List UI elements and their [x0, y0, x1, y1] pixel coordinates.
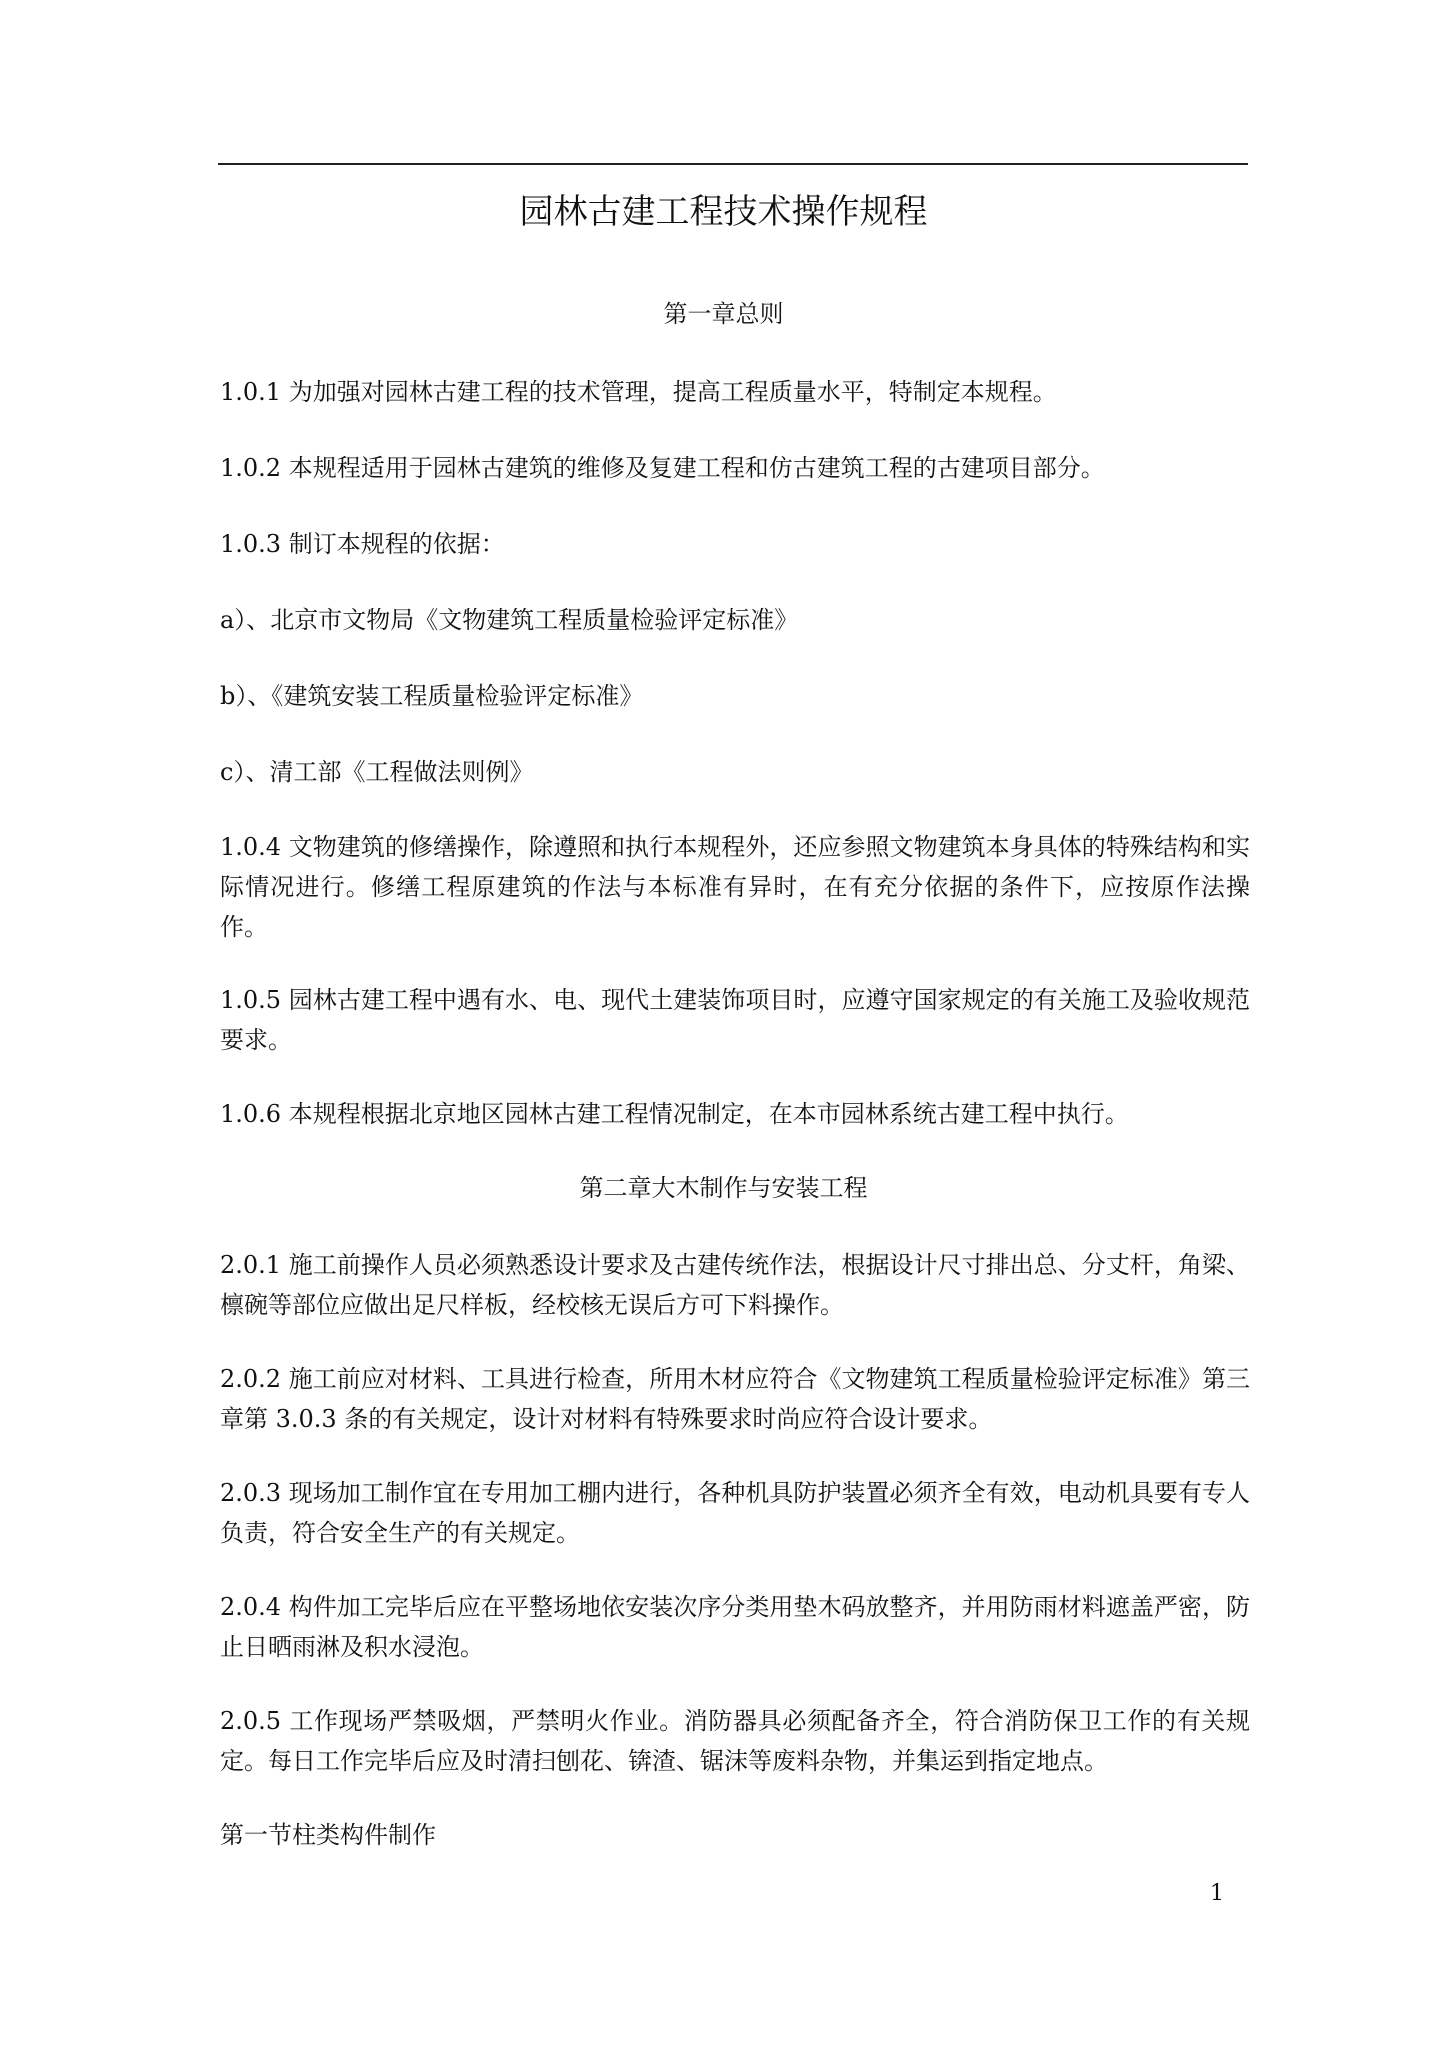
- list-item-b: b）、《建筑安装工程质量检验评定标准》: [220, 682, 644, 710]
- paragraph-1-0-4: 1.0.4 文物建筑的修缮操作，除遵照和执行本规程外，还应参照文物建筑本身具体的特殊结构和实际情况进行。修缮工程原建筑的作法与本标准有异时，在有充分依据的条件下，应按原作法操作。: [220, 833, 1250, 941]
- paragraph-2-0-2: 2.0.2 施工前应对材料、工具进行检查，所用木材应符合《文物建筑工程质量检验评定标准》第三章第 3.0.3 条的有关规定，设计对材料有特殊要求时尚应符合设计要求。: [220, 1365, 1250, 1433]
- chapter-heading-1: 第一章总则: [663, 300, 784, 328]
- paragraph-2-0-1: 2.0.1 施工前操作人员必须熟悉设计要求及古建传统作法，根据设计尺寸排出总、分丈杆，角梁、檩碗等部位应做出足尺样板，经校核无误后方可下料操作。: [220, 1251, 1250, 1319]
- paragraph-1-0-1: 1.0.1 为加强对园林古建工程的技术管理，提高工程质量水平，特制定本规程。: [220, 378, 1057, 406]
- list-item-c: c）、清工部《工程做法则例》: [220, 758, 534, 786]
- chapter-heading-2: 第二章大木制作与安装工程: [579, 1174, 868, 1202]
- header-rule: [218, 163, 1248, 165]
- paragraph-2-0-4: 2.0.4 构件加工完毕后应在平整场地依安装次序分类用垫木码放整齐，并用防雨材料遮盖严密，防止日晒雨淋及积水浸泡。: [220, 1593, 1250, 1661]
- paragraph-1-0-5: 1.0.5 园林古建工程中遇有水、电、现代土建装饰项目时，应遵守国家规定的有关施工及验收规范要求。: [220, 986, 1250, 1054]
- paragraph-1-0-2: 1.0.2 本规程适用于园林古建筑的维修及复建工程和仿古建筑工程的古建项目部分。: [220, 454, 1105, 482]
- document-title: 园林古建工程技术操作规程: [519, 192, 928, 232]
- paragraph-1-0-6: 1.0.6 本规程根据北京地区园林古建工程情况制定，在本市园林系统古建工程中执行。: [220, 1100, 1129, 1128]
- paragraph-1-0-3: 1.0.3 制订本规程的依据：: [220, 530, 505, 558]
- list-item-a: a）、北京市文物局《文物建筑工程质量检验评定标准》: [220, 606, 799, 634]
- paragraph-2-0-5: 2.0.5 工作现场严禁吸烟，严禁明火作业。消防器具必须配备齐全，符合消防保卫工作的有关规定。每日工作完毕后应及时清扫刨花、锛渣、锯沫等废料杂物，并集运到指定地点。: [220, 1707, 1250, 1775]
- section-heading-1: 第一节柱类构件制作: [220, 1821, 436, 1849]
- paragraph-2-0-3: 2.0.3 现场加工制作宜在专用加工棚内进行，各种机具防护装置必须齐全有效，电动机具要有专人负责，符合安全生产的有关规定。: [220, 1479, 1250, 1547]
- page-number: 1: [1210, 1881, 1224, 1906]
